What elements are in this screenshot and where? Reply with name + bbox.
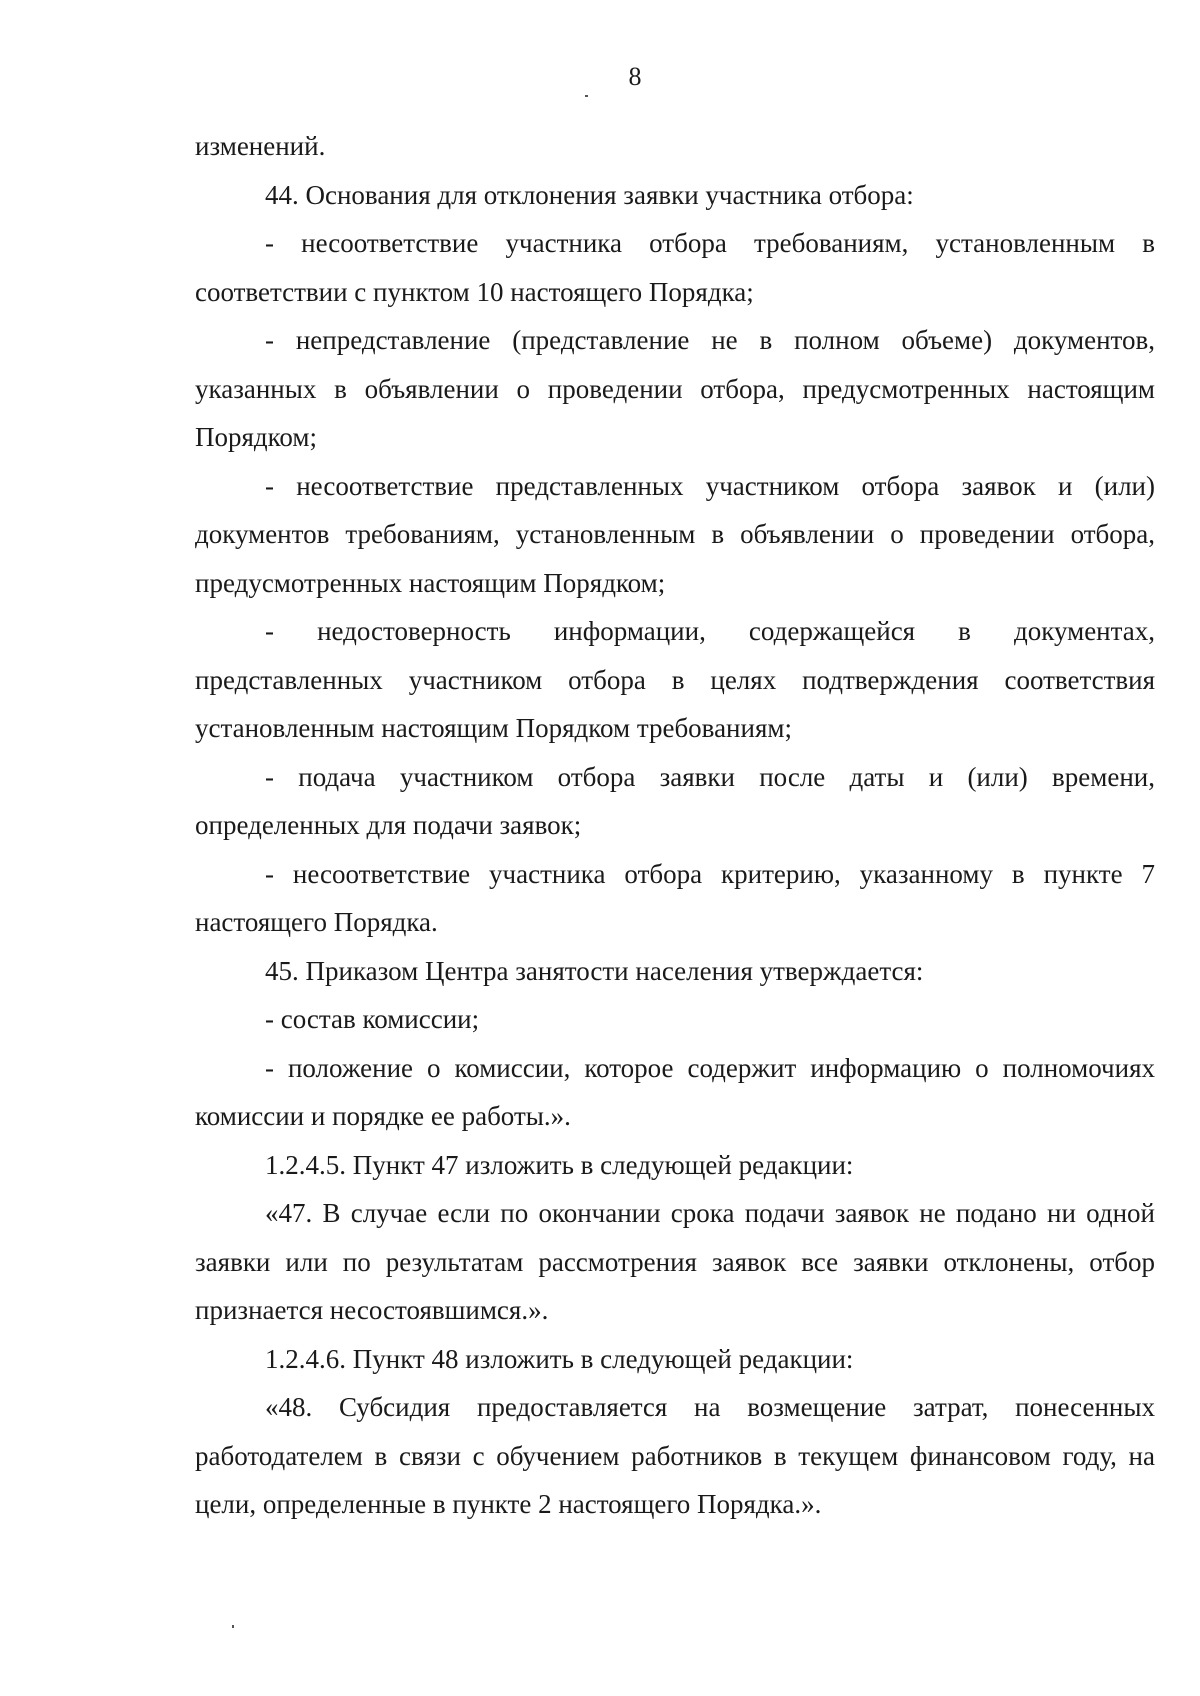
- paragraph: - несоответствие участника отбора требованиям, установленным в соответствии с пунктом 10 настоящего Порядка;: [195, 228, 1155, 307]
- paragraph: - состав комиссии;: [265, 1004, 480, 1034]
- paragraph: - подача участником отбора заявки после даты и (или) времени, определенных для подачи заявок;: [195, 761, 1155, 840]
- paragraph: «48. Субсидия предоставляется на возмещение затрат, понесенных работодателем в связи с обучением работников в текущем финансовом году, на цели, определенные в пункте 2 настоящего Порядка.».: [195, 1392, 1155, 1519]
- paragraph: 45. Приказом Центра занятости населения утверждается:: [265, 955, 924, 986]
- page-number: 8: [628, 62, 642, 91]
- paragraph: - несоответствие участника отбора критерию, указанному в пункте 7 настоящего Порядка.: [195, 858, 1155, 937]
- paragraph: - несоответствие представленных участником отбора заявок и (или) документов требованиям, установленным в объявлении о проведении отбора, предусмотренных настоящим Порядком;: [195, 470, 1155, 598]
- scan-speck: [232, 1625, 234, 1628]
- paragraph: 1.2.4.5. Пункт 47 изложить в следующей редакции:: [265, 1149, 854, 1180]
- scan-speck: [585, 95, 588, 97]
- paragraph: 44. Основания для отклонения заявки участника отбора:: [265, 179, 914, 210]
- document-body: [195, 122, 1155, 1529]
- paragraph: 1.2.4.6. Пункт 48 изложить в следующей редакции:: [265, 1343, 854, 1374]
- paragraph: изменений.: [195, 131, 326, 161]
- paragraph: - положение о комиссии, которое содержит информацию о полномочиях комиссии и порядке ее работы.».: [195, 1052, 1155, 1131]
- paragraph: - недостоверность информации, содержащейся в документах, представленных участником отбора в целях подтверждения соответствия установленным настоящим Порядком требованиям;: [195, 616, 1155, 743]
- paragraph: - непредставление (представление не в полном объеме) документов, указанных в объявлении о проведении отбора, предусмотренных настоящим Порядком;: [195, 325, 1155, 452]
- paragraph: «47. В случае если по окончании срока подачи заявок не подано ни одной заявки или по результатам рассмотрения заявок все заявки отклонены, отбор признается несостоявшимся.».: [195, 1198, 1155, 1325]
